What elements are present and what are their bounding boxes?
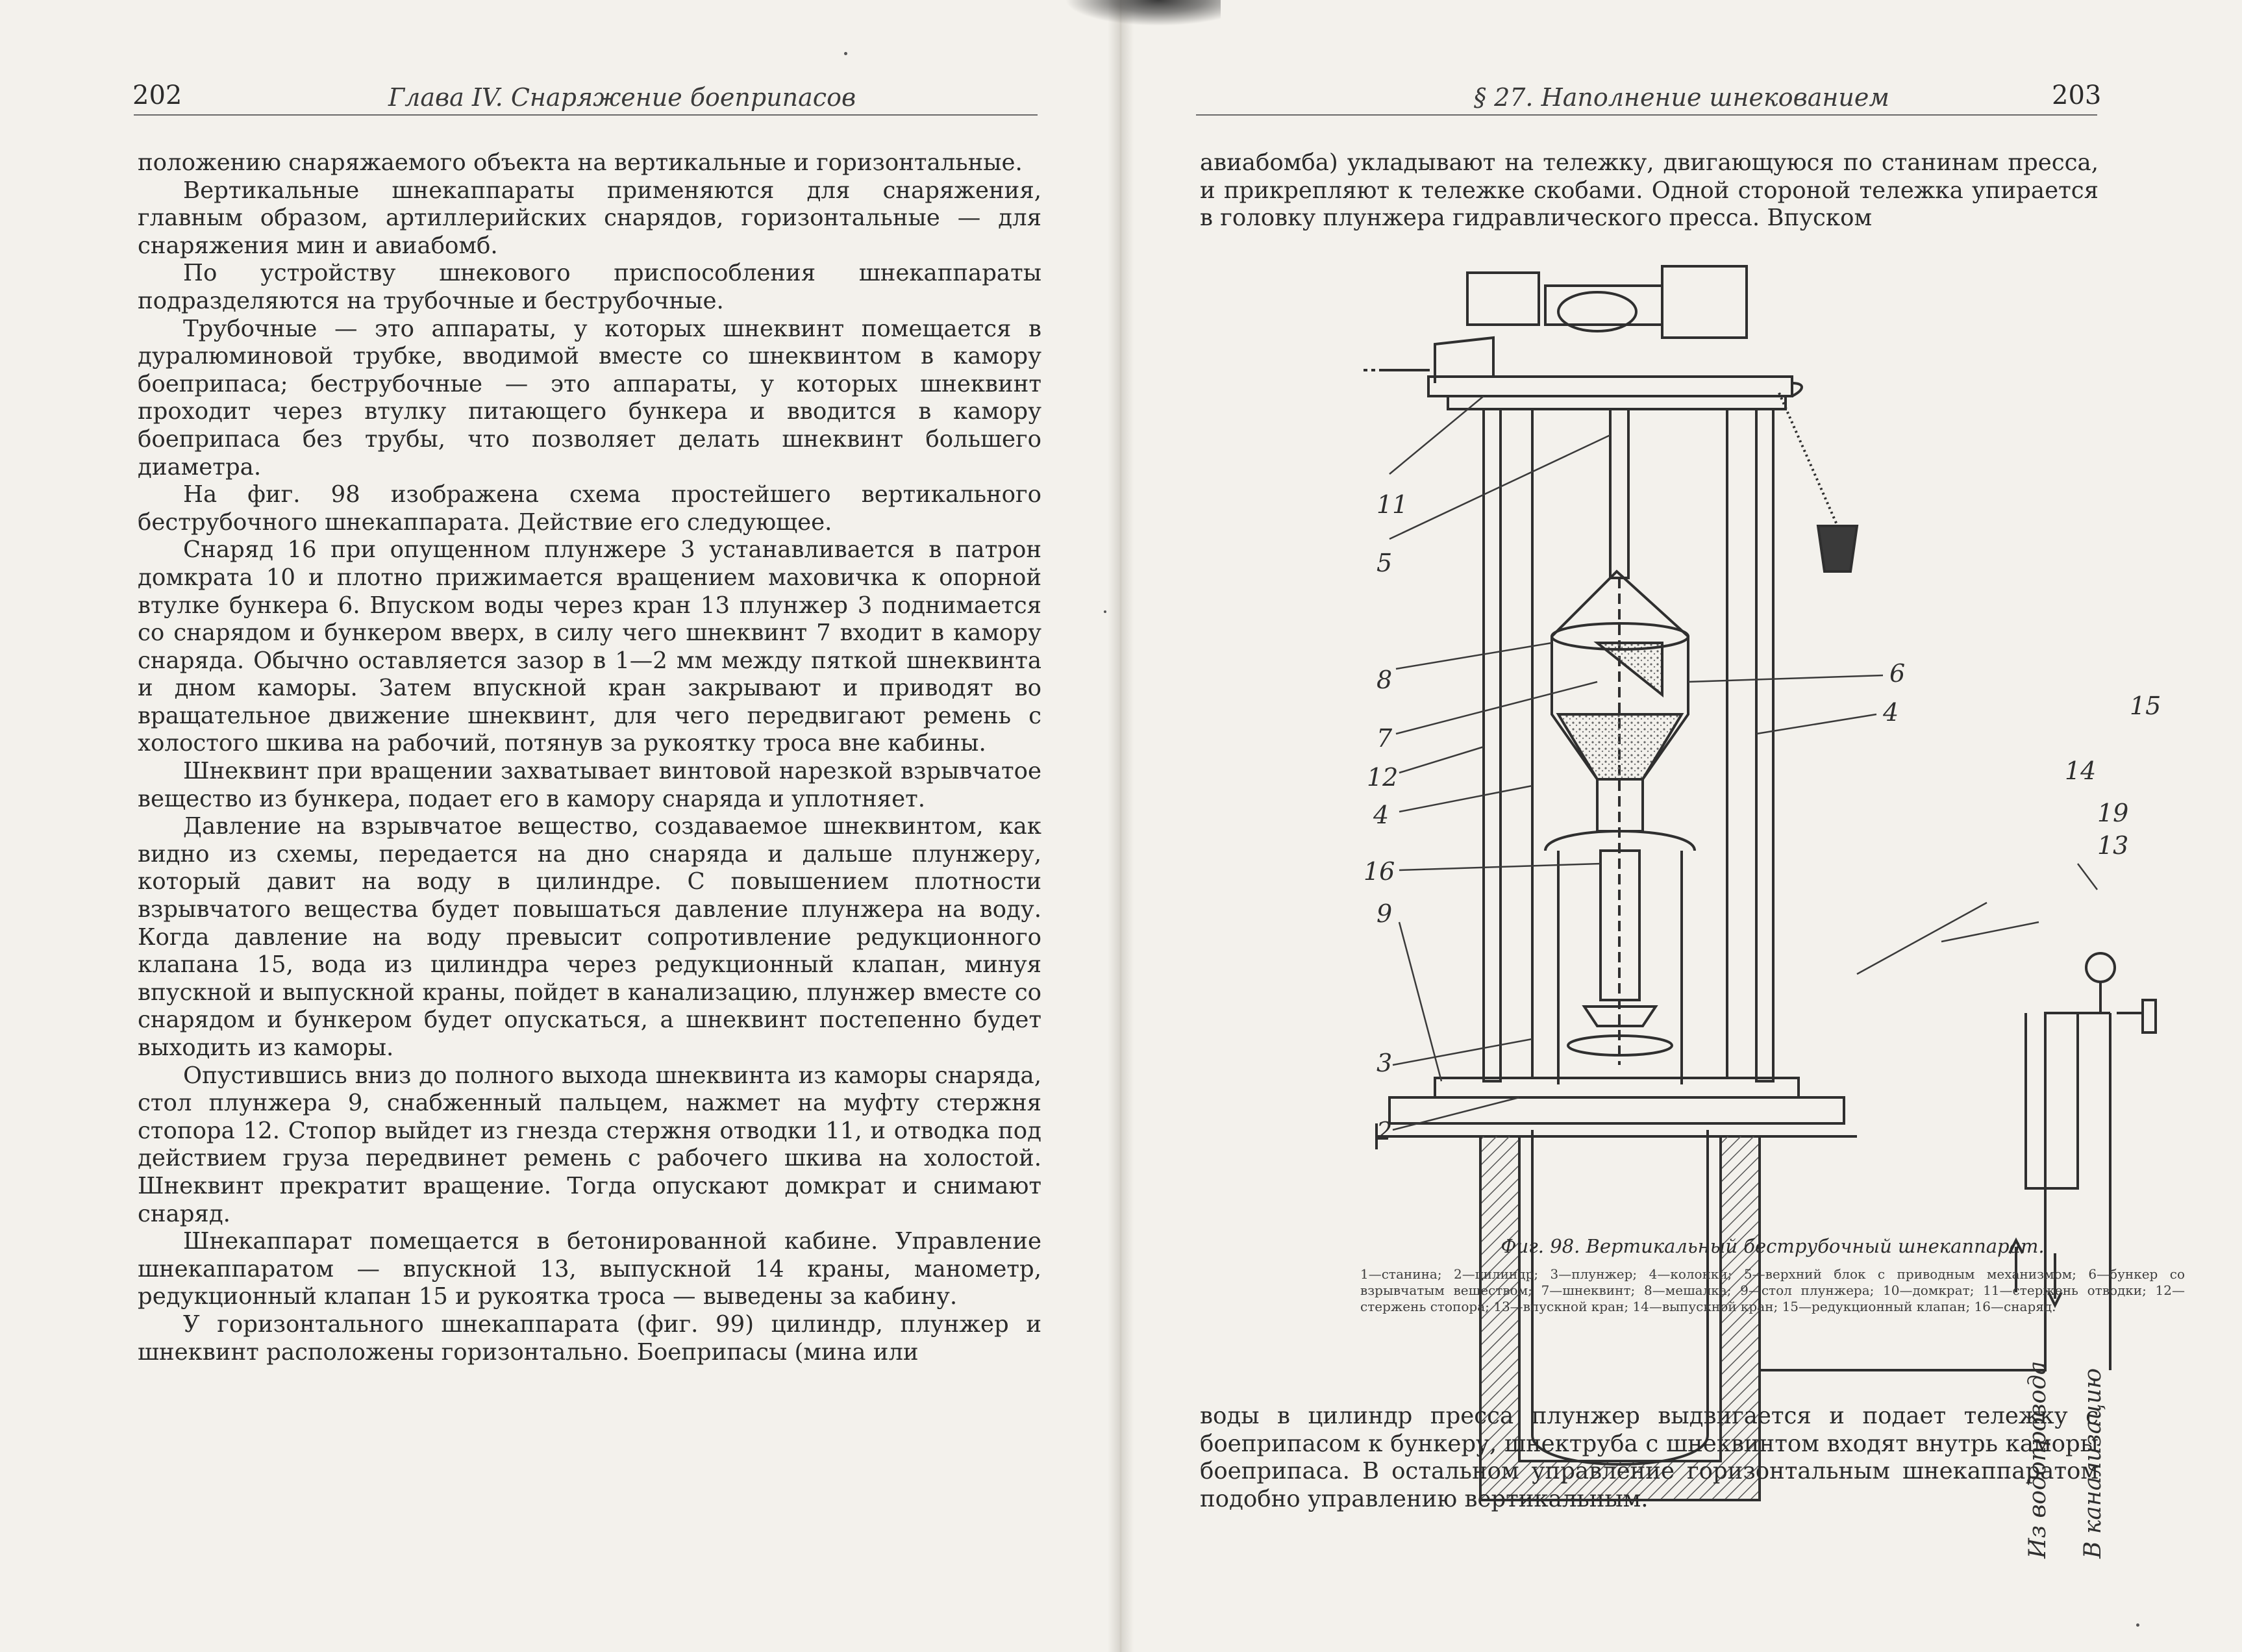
book-gutter (1108, 0, 1134, 1652)
fig-label: 15 (2130, 692, 2161, 720)
counterweight (1818, 526, 1857, 571)
fig-label: 7 (1376, 724, 1393, 753)
fig-label: 11 (1376, 490, 1408, 519)
paragraph: Шнеквинт при вращении захватывает винтовой нарезкой взрывчатое вещество из бункера, подает его в камору снаряда и уплотняет. (138, 758, 1041, 812)
fig-label: 13 (2097, 831, 2129, 860)
foundation-plate (1389, 1097, 1844, 1123)
fig-label: 4 (1373, 801, 1389, 829)
fig-label: 19 (2097, 799, 2129, 827)
figure-legend: 1—станина; 2—цилиндр; 3—плунжер; 4—колонки; 5—верхний блок с приводным механизмом; 6—бункер со взрывчатым веществом; 7—шнеквинт; 8—мешалка; 9—стол плунжера; 10—домкрат; 11—стержень отводки; 12—стержень стопора; 13—впускной кран; 14—выпускной кран; 15—редукционный клапан; 16—снаряд. (1360, 1266, 2185, 1314)
gearbox (1662, 266, 1747, 338)
paragraph: На фиг. 98 изображена схема простейшего вертикального беструбочного шнекаппарата. Действие его следующее. (138, 481, 1041, 536)
right-page-number: 203 (2052, 81, 2102, 110)
fig-label: 5 (1376, 549, 1393, 577)
outlet-label: В канализацию (2080, 1368, 2106, 1558)
scan-shadow (1065, 0, 1221, 26)
right-top-paragraph (1200, 149, 2099, 232)
right-header-rule (1196, 114, 2097, 116)
paragraph: авиабомба) укладывают на тележку, двигающуюся по станинам пресса, и прикрепляют к тележке скобами. Одной стороной тележка упирается в головку плунжера гидравлического пресса. Впуском (1200, 149, 2099, 232)
fig-label: 6 (1889, 659, 1906, 688)
left-body-text (138, 149, 1041, 1366)
paragraph: Вертикальные шнекаппараты применяются для снаряжения, главным образом, артиллерийских снарядов, горизонтальные — для снаряжения мин и авиабомб. (138, 177, 1041, 259)
scan-speck (844, 52, 847, 55)
left-page-number: 202 (132, 81, 182, 110)
paragraph: Шнекаппарат помещается в бетонированной кабине. Управление шнекаппаратом — впускной 13, выпускной 14 краны, манометр, редукционный клапан 15 и рукоятка троса — выведены за кабину. (138, 1228, 1041, 1310)
fig-label: 14 (2065, 757, 2097, 785)
right-bottom-paragraph (1200, 1403, 2099, 1513)
paragraph: Опустившись вниз до полного выхода шнеквинта из каморы снаряда, стол плунжера 9, снабженный пальцем, нажмет на муфту стержня стопора 12. Стопор выйдет из гнезда стержня отводки 11, и отводка под действием груза передвинет ремень с рабочего шкива на холостой. Шнеквинт прекратит вращение. Тогда опускают домкрат и снимают снаряд. (138, 1062, 1041, 1227)
left-header-rule (134, 114, 1038, 116)
fig-label: 4 (1883, 698, 1899, 727)
paragraph: У горизонтального шнекаппарата (фиг. 99) цилиндр, плунжер и шнеквинт расположены горизонтально. Боеприпасы (мина или (138, 1310, 1041, 1366)
column-left (1484, 409, 1501, 1081)
column-right (1756, 409, 1773, 1081)
fig-label: 16 (1364, 857, 1395, 886)
fig-label: 2 (1376, 1117, 1393, 1145)
left-running-head: Глава IV. Снаряжение боеприпасов (388, 83, 856, 112)
paragraph: По устройству шнекового приспособления шнекаппараты подразделяются на трубочные и беструбочные. (138, 260, 1041, 314)
fig-label: 3 (1376, 1049, 1393, 1077)
paragraph: положению снаряжаемого объекта на вертикальные и горизонтальные. (138, 149, 1023, 176)
fig-label: 8 (1376, 666, 1393, 694)
paragraph: Снаряд 16 при опущенном плунжере 3 устанавливается в патрон домкрата 10 и плотно прижимается вращением маховичка к опорной втулке бункера 6. Впуском воды через кран 13 плунжер 3 поднимается со снарядом и бункером вверх, в силу чего шнеквинт 7 входит в камору снаряда. Обычно оставляется зазор в 1—2 мм между пяткой шнеквинта и дном каморы. Затем впускной кран закрывают и приводят во вращательное движение шнеквинт, для чего передвигают ремень с холостого шкива на рабочий, потянув за рукоятку троса вне кабины. (138, 536, 1041, 757)
scan-speck (1104, 610, 1106, 613)
label-leaders (1389, 396, 2097, 1130)
paragraph: Давление на взрывчатое вещество, создаваемое шнеквинтом, как видно из схемы, передается на дно снаряда и дальше плунжеру, который давит на воду в цилиндре. С повышением плотности взрывчатого вещества будет повышаться давление плунжера на воду. Когда давление на воду превысит сопротивление редукционного клапана 15, вода из цилиндра через редукционный клапан, минуя впускной и выпускной краны, пойдет в канализацию, плунжер вместе со снарядом и бункером будет опускаться, а шнеквинт постепенно будет выходить из каморы. (138, 813, 1041, 1061)
screw-shaft (1610, 409, 1628, 578)
paragraph: воды в цилиндр пресса плунжер выдвигается и подает тележку с боеприпасом к бункеру, шнектруба с шнеквинтом входят внутрь каморы боеприпаса. В остальном управление горизонтальным шнекаппаратом подобно управлению вертикальным. (1200, 1403, 2099, 1512)
right-running-head: § 27. Наполнение шнекованием (1474, 83, 1889, 112)
fig-label: 12 (1367, 763, 1399, 792)
inlet-label: Из водопровода (2024, 1360, 2051, 1558)
fig-label: 9 (1376, 899, 1393, 928)
top-plate (1428, 377, 1792, 396)
scan-speck (2136, 1623, 2139, 1627)
pressure-gauge (2086, 953, 2115, 982)
drive-motor (1467, 273, 1539, 325)
paragraph: Трубочные — это аппараты, у которых шнеквинт помещается в дуралюминовой трубке, вводимой вместе со шнеквинтом в камору боеприпаса; беструбочные — это аппараты, у которых шнеквинт проходит через втулку питающего бункера и вводится в камору боеприпаса без трубы, что позволяет делать шнеквинт большего диаметра. (138, 315, 1041, 481)
figure-caption: Фиг. 98. Вертикальный беструбочный шнекаппарат. (1501, 1235, 2045, 1257)
